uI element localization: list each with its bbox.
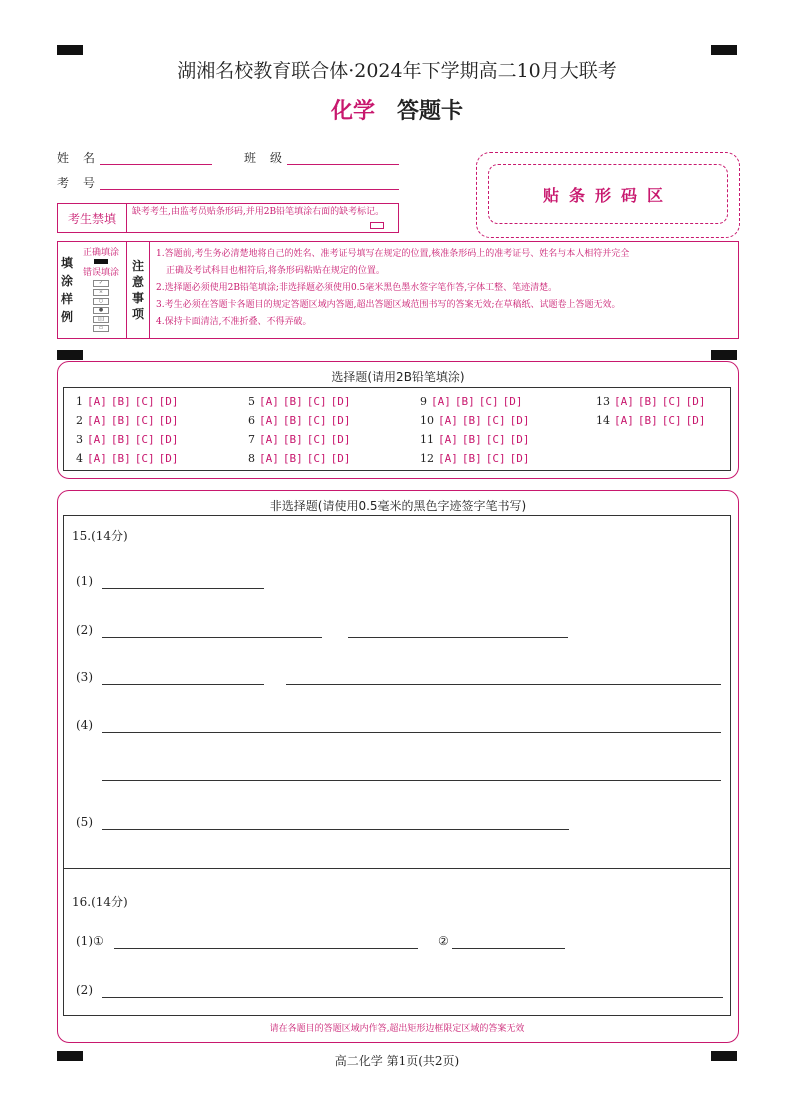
absent-mark-text — [127, 204, 398, 232]
choice-bubble[interactable]: [C] — [485, 433, 506, 446]
q15-part5-answer-line[interactable] — [102, 829, 569, 830]
choice-bubble[interactable]: [C] — [661, 414, 682, 427]
choice-bubble[interactable]: [B] — [637, 395, 658, 408]
absent-mark-instructions: 缺考考生,由监考员贴条形码,并用2B铅笔填涂右面的缺考标记。 — [132, 207, 385, 217]
class-field[interactable] — [287, 164, 399, 165]
q16-part2-answer-line[interactable] — [102, 997, 723, 998]
choice-section-title: 选择题(请用2B铅笔填涂) — [331, 370, 465, 384]
notice-item: 1.答题前,考生务必清楚地将自己的姓名、准考证号填写在规定的位置,核准条形码上的准考证号、姓名与本人相符并完全 — [156, 249, 630, 259]
q15-part2-answer-line-a[interactable] — [102, 637, 322, 638]
q15-part4-answer-line-b[interactable] — [102, 780, 721, 781]
choice-bubble[interactable]: [B] — [282, 395, 303, 408]
choice-number: 5 — [248, 395, 255, 408]
choice-bubble[interactable]: [A] — [259, 452, 279, 465]
fill-sample-heading — [58, 242, 76, 338]
q15-part4-label: (4) — [76, 718, 93, 732]
wrong-sample-bar-icon: [|] — [93, 316, 109, 323]
choice-number: 9 — [420, 395, 427, 408]
choice-question-13 — [596, 395, 706, 408]
choice-bubble[interactable]: [D] — [509, 414, 530, 427]
choice-bubble[interactable]: [D] — [685, 414, 706, 427]
choice-question-2 — [76, 414, 179, 427]
absent-mark-head: 考生禁填 — [58, 204, 127, 232]
q16-part2-label: (2) — [76, 983, 93, 997]
notice-item: 4.保持卡面清洁,不准折叠、不得弄破。 — [156, 317, 312, 327]
choice-bubble[interactable]: [B] — [282, 433, 303, 446]
choice-bubble[interactable]: [A] — [87, 414, 107, 427]
choice-bubble[interactable]: [A] — [614, 395, 634, 408]
notice-box — [57, 241, 739, 339]
choice-bubble[interactable]: [C] — [485, 414, 506, 427]
q16-part1b-label: ② — [438, 934, 449, 948]
choice-bubble[interactable]: [B] — [461, 433, 482, 446]
page-number: 高二化学 第1页(共2页) — [334, 1054, 460, 1068]
choice-bubble[interactable]: [A] — [259, 433, 279, 446]
wrong-sample-circle-icon: ○ — [93, 298, 109, 305]
choice-bubble[interactable]: [C] — [134, 452, 155, 465]
choice-bubble[interactable]: [D] — [330, 414, 351, 427]
choice-question-9 — [420, 395, 523, 408]
barcode-area[interactable]: 贴条形码区 — [488, 164, 728, 224]
q15-part3-label: (3) — [76, 670, 93, 684]
choice-bubble[interactable]: [A] — [87, 433, 107, 446]
exam-title: 湖湘名校教育联合体·2024年下学期高二10月大联考 — [177, 60, 617, 82]
registration-mark-mid-right — [711, 350, 737, 360]
choice-number: 14 — [596, 414, 610, 427]
choice-number: 10 — [420, 414, 434, 427]
registration-mark-top-left — [57, 45, 83, 55]
wrong-sample-check-icon: ✓ — [93, 280, 109, 287]
choice-bubble[interactable]: [D] — [502, 395, 523, 408]
choice-question-10 — [420, 414, 530, 427]
q15-part4-answer-line-a[interactable] — [102, 732, 721, 733]
wrong-sample-rect-icon: ▭ — [93, 325, 109, 332]
choice-bubble[interactable]: [B] — [110, 414, 131, 427]
q15-part1-answer-line[interactable] — [102, 588, 264, 589]
notice-item: 正确及考试科目也相符后,将条形码粘贴在规定的位置。 — [166, 266, 385, 276]
notice-item: 3.考生必须在答题卡各题目的规定答题区域内答题,超出答题区域范围书写的答案无效;在草稿纸、试题卷上答题无效。 — [156, 300, 621, 310]
choice-question-12 — [420, 452, 530, 465]
choice-bubble[interactable]: [B] — [637, 414, 658, 427]
choice-number: 7 — [248, 433, 255, 446]
absent-checkbox[interactable] — [370, 222, 384, 229]
choice-bubble[interactable]: [A] — [614, 414, 634, 427]
q16-part1-answer-line-b[interactable] — [452, 948, 565, 949]
choice-bubble[interactable]: [C] — [134, 395, 155, 408]
choice-question-8 — [248, 452, 351, 465]
choice-bubble[interactable]: [D] — [158, 395, 179, 408]
registration-mark-top-right — [711, 45, 737, 55]
choice-number: 1 — [76, 395, 83, 408]
wrong-sample-cross-icon: × — [93, 289, 109, 296]
question-15-header: 15.(14分) — [72, 529, 128, 543]
choice-bubble[interactable]: [C] — [306, 433, 327, 446]
wrong-sample-dot-icon: ● — [93, 307, 109, 314]
choice-number: 12 — [420, 452, 434, 465]
q15-part2-label: (2) — [76, 623, 93, 637]
fill-char: 样 — [60, 292, 73, 306]
choice-bubble[interactable]: [A] — [87, 452, 107, 465]
choice-bubble[interactable]: [D] — [158, 433, 179, 446]
question-15-area — [63, 515, 731, 869]
choice-question-5 — [248, 395, 351, 408]
question-16-header: 16.(14分) — [72, 895, 128, 909]
choice-bubble[interactable]: [C] — [478, 395, 499, 408]
choice-question-7 — [248, 433, 351, 446]
choice-bubble[interactable]: [D] — [330, 395, 351, 408]
exam-no-label: 考号 — [57, 176, 110, 190]
choice-number: 11 — [420, 433, 434, 446]
choice-bubble[interactable]: [A] — [438, 452, 458, 465]
registration-mark-mid-left — [57, 350, 83, 360]
choice-bubble[interactable]: [B] — [282, 414, 303, 427]
wrong-fill-label: 错误填涂 — [82, 268, 119, 278]
choice-bubble[interactable]: [B] — [110, 433, 131, 446]
nonchoice-section-title: 非选择题(请使用0.5毫米的黑色字迹签字笔书写) — [269, 499, 527, 513]
choice-bubble[interactable]: [C] — [306, 452, 327, 465]
notice-char: 项 — [131, 307, 144, 321]
card-title — [0, 94, 794, 125]
choice-question-3 — [76, 433, 179, 446]
q16-part1-answer-line-a[interactable] — [114, 948, 418, 949]
choice-bubble[interactable]: [A] — [438, 433, 458, 446]
q15-part1-label: (1) — [76, 574, 93, 588]
answer-area-warning: 请在各题目的答题区域内作答,超出矩形边框限定区域的答案无效 — [269, 1024, 525, 1034]
exam-no-field[interactable] — [100, 189, 399, 190]
choice-bubble[interactable]: [C] — [661, 395, 682, 408]
q15-part3-answer-line-b[interactable] — [286, 684, 721, 685]
q15-part3-answer-line-a[interactable] — [102, 684, 264, 685]
choice-bubble[interactable]: [D] — [158, 414, 179, 427]
notice-heading — [127, 242, 150, 338]
correct-fill-sample — [94, 259, 108, 264]
name-label: 姓名 — [57, 151, 110, 165]
card-label: 答题卡 — [397, 98, 464, 124]
q15-part5-label: (5) — [76, 815, 93, 829]
notice-char: 事 — [131, 291, 144, 305]
choice-number: 3 — [76, 433, 83, 446]
choice-question-14 — [596, 414, 706, 427]
choice-bubble[interactable]: [B] — [282, 452, 303, 465]
correct-fill-label: 正确填涂 — [82, 248, 119, 258]
choice-bubble[interactable]: [C] — [134, 414, 155, 427]
choice-number: 2 — [76, 414, 83, 427]
q16-part1-label: (1)① — [76, 934, 104, 948]
choice-number: 4 — [76, 452, 83, 465]
choice-number: 6 — [248, 414, 255, 427]
choice-question-6 — [248, 414, 351, 427]
choice-bubble[interactable]: [D] — [509, 433, 530, 446]
choice-bubble[interactable]: [B] — [110, 395, 131, 408]
fill-samples — [76, 242, 127, 338]
choice-bubble[interactable]: [A] — [259, 414, 279, 427]
choice-bubble[interactable]: [D] — [330, 452, 351, 465]
fill-char: 例 — [60, 310, 73, 324]
choice-bubble[interactable]: [D] — [685, 395, 706, 408]
choice-bubble[interactable]: [A] — [438, 414, 458, 427]
absent-mark-box — [57, 203, 399, 233]
choice-bubble[interactable]: [C] — [306, 414, 327, 427]
question-16-area — [63, 867, 731, 1016]
choice-bubble[interactable]: [A] — [259, 395, 279, 408]
choice-question-1 — [76, 395, 179, 408]
choice-bubble[interactable]: [B] — [110, 452, 131, 465]
notice-char: 注 — [131, 259, 144, 273]
choice-bubble[interactable]: [D] — [158, 452, 179, 465]
choice-bubble[interactable]: [C] — [306, 395, 327, 408]
choice-bubble[interactable]: [C] — [134, 433, 155, 446]
choice-bubble[interactable]: [D] — [509, 452, 530, 465]
choice-bubble[interactable]: [B] — [454, 395, 475, 408]
choice-number: 13 — [596, 395, 610, 408]
choice-bubble[interactable]: [A] — [431, 395, 451, 408]
choice-bubble[interactable]: [B] — [461, 414, 482, 427]
notice-items — [150, 242, 738, 338]
q15-part2-answer-line-b[interactable] — [348, 637, 568, 638]
choice-grid — [63, 387, 731, 471]
fill-char: 涂 — [60, 274, 73, 288]
choice-question-11 — [420, 433, 530, 446]
name-field[interactable] — [100, 164, 212, 165]
choice-bubble[interactable]: [C] — [485, 452, 506, 465]
choice-bubble[interactable]: [B] — [461, 452, 482, 465]
notice-char: 意 — [131, 275, 144, 289]
fill-char: 填 — [60, 256, 73, 270]
choice-number: 8 — [248, 452, 255, 465]
subject-name: 化学 — [330, 98, 375, 124]
choice-bubble[interactable]: [D] — [330, 433, 351, 446]
class-label: 班级 — [244, 151, 297, 165]
choice-question-4 — [76, 452, 179, 465]
notice-item: 2.选择题必须使用2B铅笔填涂;非选择题必须使用0.5毫米黑色墨水签字笔作答,字体工整、笔迹清楚。 — [156, 283, 558, 293]
choice-bubble[interactable]: [A] — [87, 395, 107, 408]
